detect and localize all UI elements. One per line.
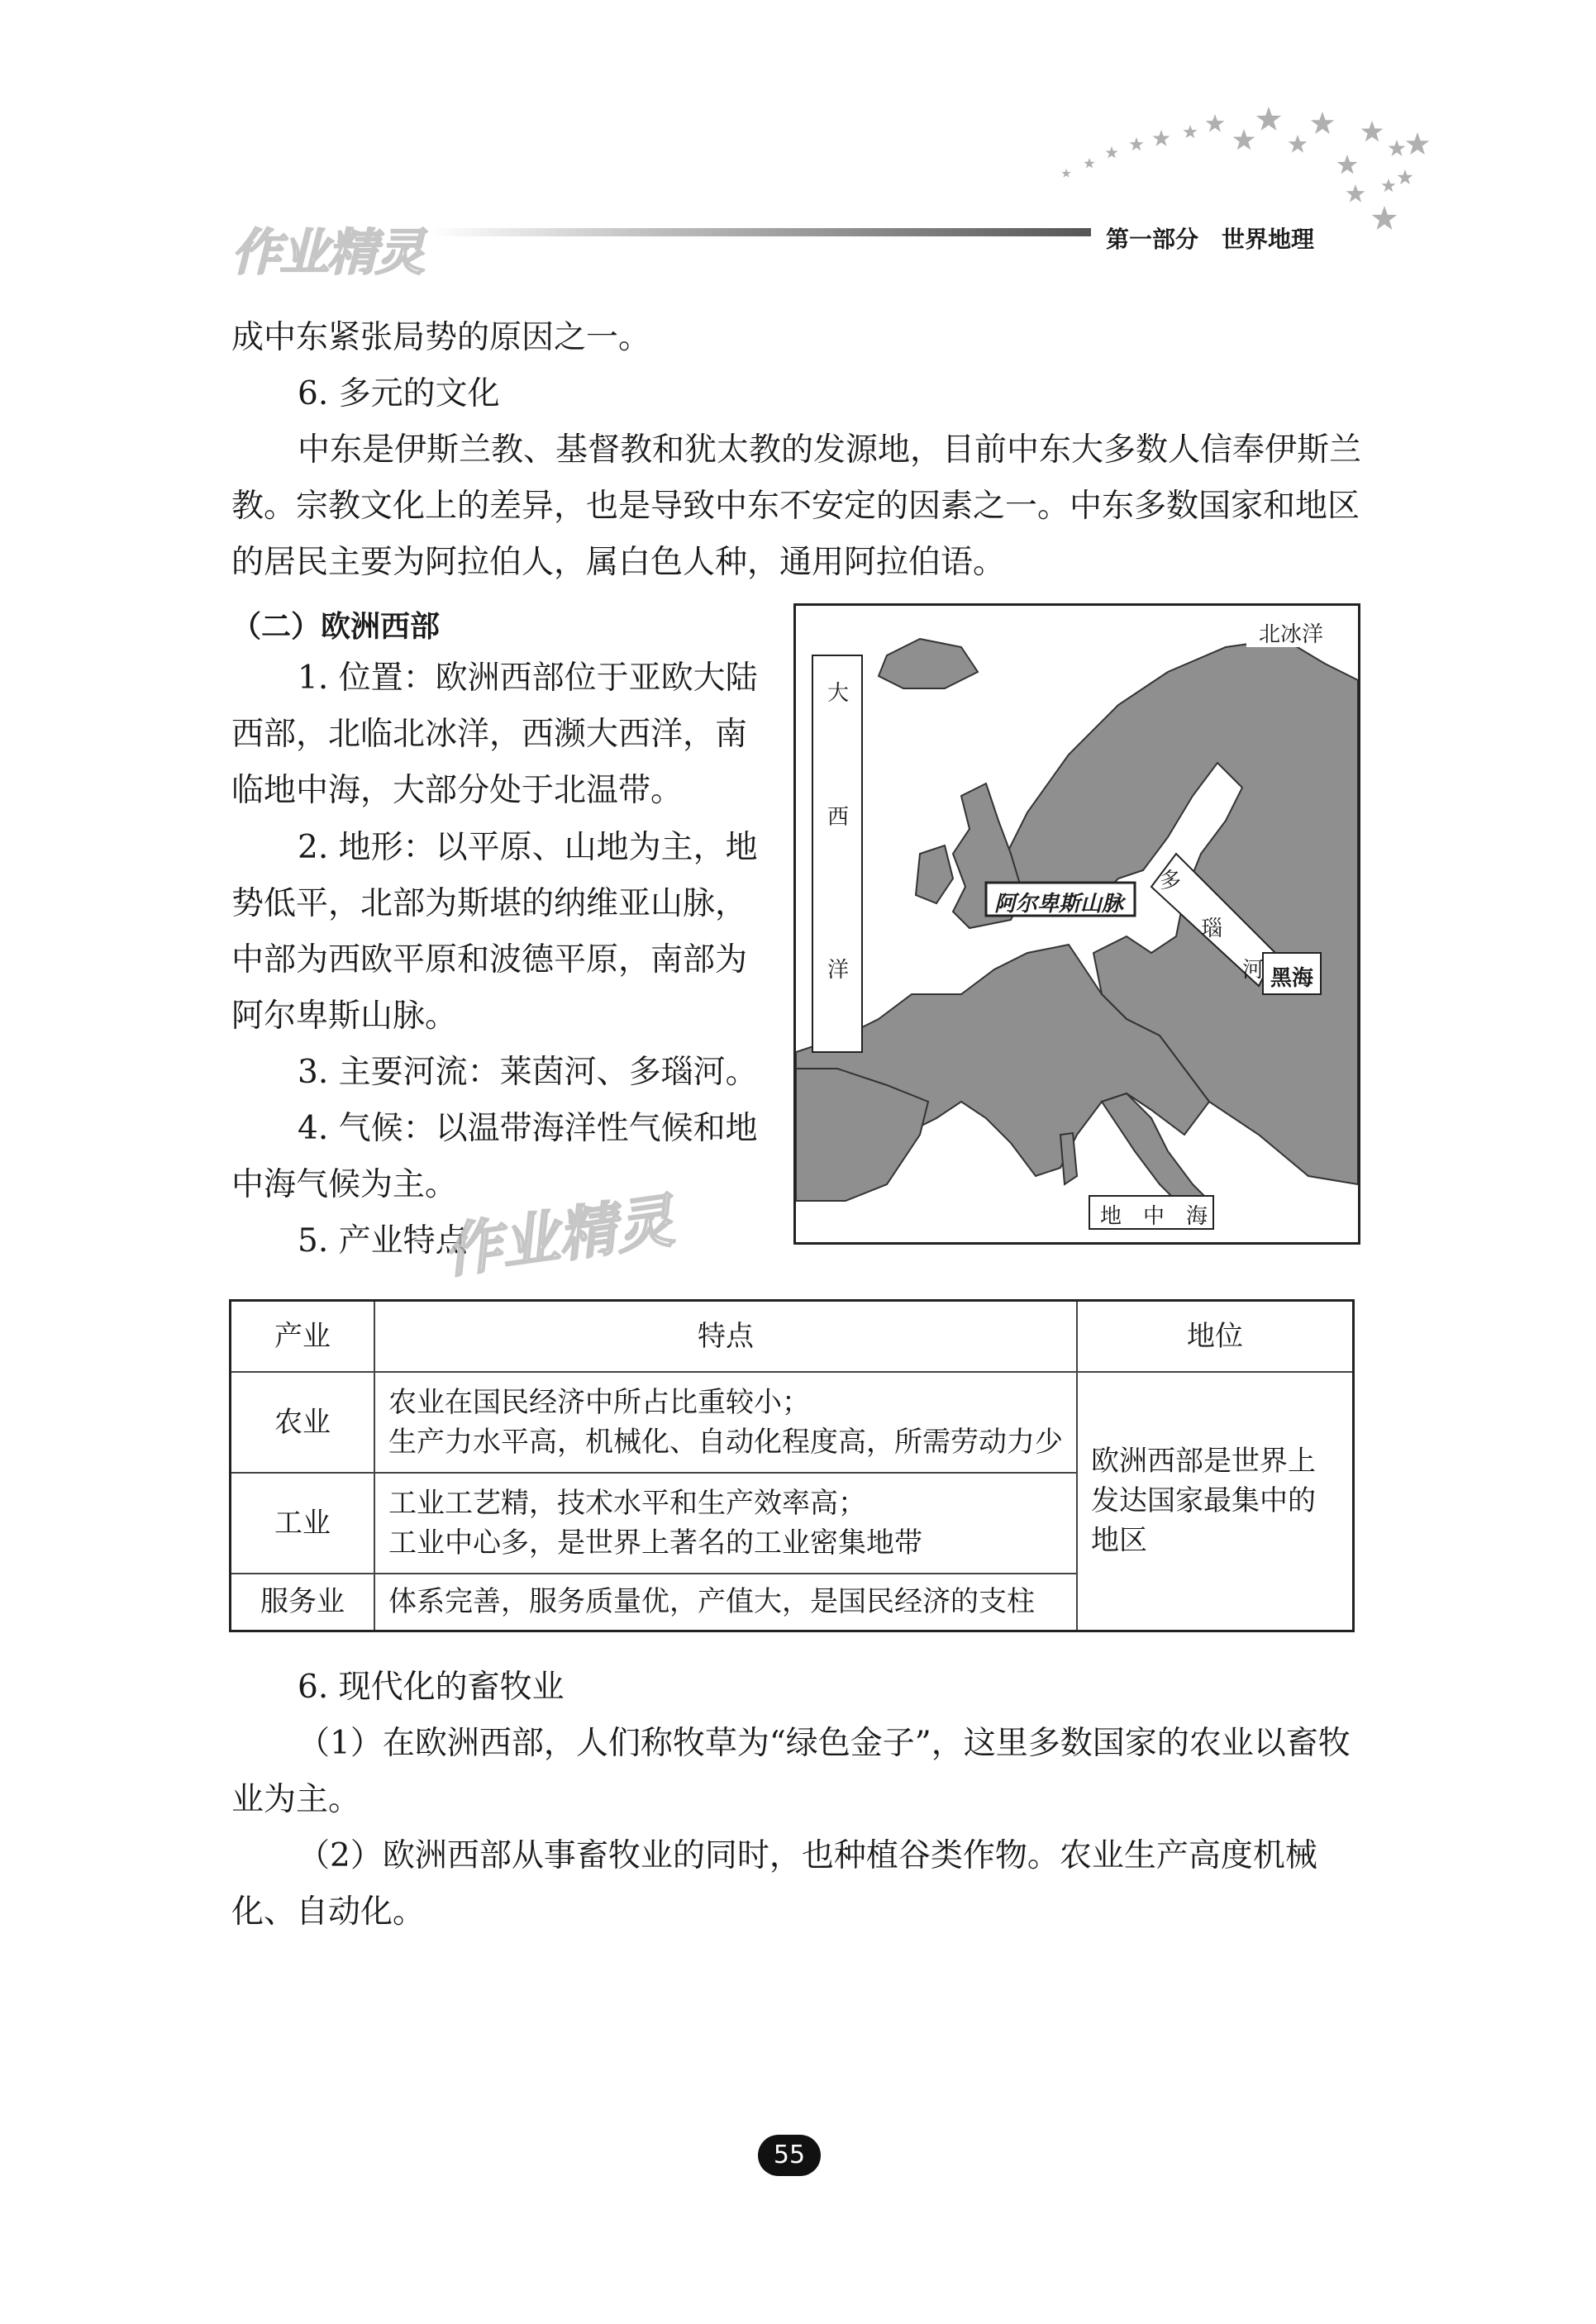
livestock-heading: 6. 现代化的畜牧业 [298, 1669, 565, 1706]
header-status: 地位 [1077, 1301, 1354, 1372]
livestock-paragraph-2: （2）欧洲西部从事畜牧业的同时，也种植谷类作物。农业生产高度机械化、自动化。 [231, 1837, 1317, 1931]
livestock-paragraph-1: （1）在欧洲西部，人们称牧草为“绿色金子”，这里多数国家的农业以畜牧业为主。 [231, 1725, 1351, 1818]
row-industry-features [374, 1473, 1077, 1574]
rivers-text: 3. 主要河流：莱茵河、多瑙河。 [298, 1054, 758, 1091]
landmass [796, 639, 1358, 1217]
feature-line: 工业中心多，是世界上著名的工业密集地带 [388, 1526, 922, 1560]
watermark-center: 作业精灵 [439, 1186, 679, 1287]
row-service-name: 服务业 [231, 1574, 375, 1631]
iceland [879, 639, 978, 688]
label-arctic: 北冰洋 [1259, 622, 1324, 647]
watermark: 作业精灵 [231, 224, 423, 282]
table-row [231, 1372, 1354, 1473]
label-atlantic-2: 西 [827, 805, 850, 830]
label-danube-3: 河 [1242, 958, 1265, 983]
row-agriculture-features [374, 1372, 1077, 1473]
feature-line: 农业在国民经济中所占比重较小； [388, 1385, 810, 1419]
culture-heading: 6. 多元的文化 [298, 375, 500, 412]
header-features: 特点 [374, 1301, 1077, 1372]
label-danube-2: 瑙 [1201, 917, 1223, 941]
europe-map [793, 603, 1360, 1245]
row-service-features: 体系完善，服务质量优，产值大，是国民经济的支柱 [374, 1574, 1077, 1631]
industry-heading: 5. 产业特点 [298, 1222, 468, 1260]
label-mediterranean: 地 中 海 [1100, 1204, 1208, 1229]
atlantic-label-box [812, 655, 862, 1052]
ireland [916, 845, 953, 903]
label-atlantic-3: 洋 [827, 958, 850, 983]
label-alps: 阿尔卑斯山脉 [994, 892, 1124, 917]
part-title: 第一部分 世界地理 [1106, 226, 1315, 253]
culture-paragraph: 中东是伊斯兰教、基督教和犹太教的发源地，目前中东大多数人信奉伊斯兰教。宗教文化上的差异，也是导致中东不安定的因素之一。中东多数国家和地区的居民主要为阿拉伯人，属白色人种，通用阿拉伯语。 [231, 431, 1362, 581]
section-title: （二）欧洲西部 [231, 610, 441, 644]
label-danube-1: 多 [1160, 869, 1182, 893]
label-black-sea: 黑海 [1270, 966, 1314, 991]
table-header-row [231, 1301, 1354, 1372]
header-industry: 产业 [231, 1301, 375, 1372]
continuation-text: 成中东紧张局势的原因之一。 [231, 319, 651, 356]
row-agriculture-name: 农业 [231, 1372, 375, 1473]
status-cell: 欧洲西部是世界上发达国家最集中的地区 [1077, 1372, 1354, 1631]
feature-line: 工业工艺精，技术水平和生产效率高； [388, 1486, 866, 1520]
row-industry-name: 工业 [231, 1473, 375, 1574]
climate-text: 4. 气候：以温带海洋性气候和地中海气候为主。 [231, 1110, 758, 1203]
terrain-text: 2. 地形：以平原、山地为主，地势低平，北部为斯堪的纳维亚山脉，中部为西欧平原和波德平原，南部为阿尔卑斯山脉。 [231, 829, 758, 1035]
feature-line: 生产力水平高，机械化、自动化程度高，所需劳动力少 [388, 1425, 1063, 1459]
map-graphic [796, 606, 1358, 1242]
label-atlantic-1: 大 [827, 681, 850, 706]
location-text: 1. 位置：欧洲西部位于亚欧大陆西部，北临北冰洋，西濒大西洋，南临地中海，大部分处于北温带。 [231, 660, 758, 809]
page-number: 55 [758, 2135, 821, 2176]
industry-table [229, 1299, 1355, 1632]
